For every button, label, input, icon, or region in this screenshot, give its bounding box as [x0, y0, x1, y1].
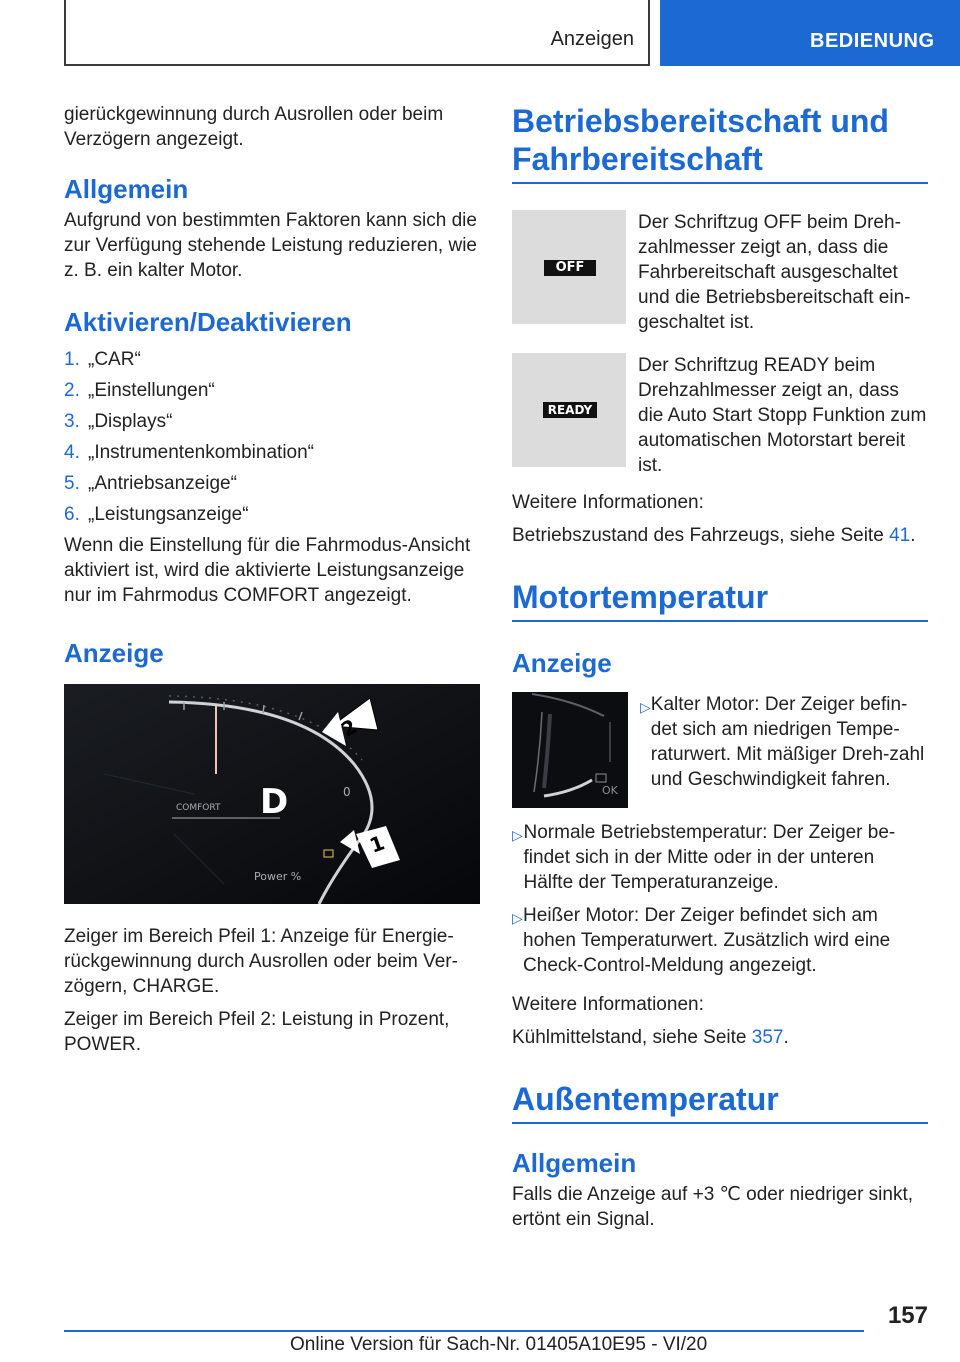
anzeige-heading: Anzeige — [64, 638, 164, 668]
motor-heading: Motortemperatur — [512, 578, 928, 622]
footer-version-text: Online Version für Sach-Nr. 01405A10E95 - VI/20 — [290, 1334, 708, 1355]
ready-badge: READY — [543, 402, 597, 418]
page-number: 157 — [887, 1302, 928, 1329]
list-item — [640, 692, 928, 792]
page-link-357[interactable]: 357 — [751, 1027, 784, 1048]
allgemein-text: Aufgrund von bestimmten Faktoren kann sich die zur Verfügung stehende Leistung reduzieren, wie z. B. ein kalter Motor. — [64, 210, 477, 281]
ref-text: Kühlmittelstand, siehe Seite — [512, 1027, 752, 1048]
list-item — [64, 347, 480, 372]
step-number: 2. — [64, 380, 80, 401]
cold-motor-row — [512, 692, 928, 808]
step-number: 6. — [64, 504, 80, 525]
page-link-41[interactable]: 41 — [889, 525, 911, 546]
step-text: „Antriebsanzeige“ — [88, 473, 237, 494]
bullet-text: Heißer Motor: Der Zeiger befindet sich am hohen Temperaturwert. Zusätzlich wird eine Check-Control-Meldung angezeigt. — [523, 905, 891, 976]
temperature-list — [512, 820, 928, 978]
figure-label-comfort: COMFORT — [176, 803, 221, 813]
triangle-bullet-icon: ▷ — [640, 699, 651, 715]
arrow-1-label: 1 — [366, 830, 388, 858]
ready-text: Der Schriftzug READY beim Drehzahlmesser zeigt an, dass die Auto Start Stopp Funktion zum automatischen Motorstart bereit ist. — [638, 355, 927, 476]
header-chapter-title: BEDIENUNG — [810, 30, 935, 52]
bullet-text: Normale Betriebstemperatur: Der Zeiger be-findet sich in der Mitte oder in der unteren Hälfte der Temperaturanzeige. — [523, 822, 896, 893]
aussen-allgemein-heading: Allgemein — [512, 1148, 637, 1178]
header-chapter-tab — [660, 0, 960, 66]
ref-suffix: . — [910, 525, 916, 546]
aussen-heading: Außentemperatur — [512, 1080, 928, 1124]
steps-note: Wenn die Einstellung für die Fahrmodus-Ansicht aktiviert ist, wird die aktivierte Leistungsanzeige nur im Fahrmodus COMFORT angezeigt. — [64, 535, 471, 606]
header-section-box — [64, 0, 650, 66]
aktivieren-heading: Aktivieren/Deaktivieren — [64, 307, 352, 337]
bullet-text: Kalter Motor: Der Zeiger befin-det sich am niedrigen Tempe-raturwert. Mit mäßiger Dreh-zahl und Geschwindigkeit fahren. — [650, 694, 925, 790]
step-number: 1. — [64, 349, 80, 370]
footer-divider — [64, 1330, 864, 1332]
list-item — [512, 903, 928, 978]
figure-label-zero: 0 — [343, 785, 351, 799]
steps-list — [64, 347, 480, 527]
more-info-ref-2 — [512, 1025, 928, 1050]
step-number: 5. — [64, 473, 80, 494]
power-display-figure — [64, 684, 480, 904]
step-number: 3. — [64, 411, 80, 432]
off-badge: OFF — [544, 260, 596, 276]
figure-label-gear: D — [260, 782, 289, 822]
allgemein-heading: Allgemein — [64, 174, 189, 204]
motor-anzeige-heading: Anzeige — [512, 648, 612, 678]
betrieb-heading: Betriebsbereitschaft und Fahrbereitschaft — [512, 102, 928, 184]
list-item — [64, 378, 480, 403]
ready-row — [512, 353, 928, 478]
step-text: „Leistungsanzeige“ — [88, 504, 249, 525]
more-info-label-1: Weitere Informationen: — [512, 492, 704, 513]
cold-motor-list — [640, 692, 928, 808]
caption-arrow-1: Zeiger im Bereich Pfeil 1: Anzeige für Energie-rückgewinnung durch Ausrollen oder beim Ver-zögern, CHARGE. — [64, 926, 458, 997]
off-row — [512, 210, 928, 335]
step-text: „Instrumentenkombination“ — [88, 442, 314, 463]
more-info-label-2: Weitere Informationen: — [512, 994, 704, 1015]
aussen-text: Falls die Anzeige auf +3 ℃ oder niedriger sinkt, ertönt ein Signal. — [512, 1184, 914, 1230]
temp-ok-label: OK — [602, 784, 618, 797]
arrow-2-label: 2 — [336, 714, 361, 742]
list-item — [512, 820, 928, 895]
off-figure — [512, 210, 626, 324]
list-item — [64, 440, 480, 465]
caption-arrow-2: Zeiger im Bereich Pfeil 2: Leistung in Prozent, POWER. — [64, 1009, 450, 1055]
figure-label-power: Power % — [254, 870, 302, 883]
ready-figure — [512, 353, 626, 467]
list-item — [64, 409, 480, 434]
temp-gauge-figure — [512, 692, 628, 808]
triangle-bullet-icon: ▷ — [512, 827, 523, 843]
list-item — [64, 471, 480, 496]
list-item — [64, 502, 480, 527]
left-column — [64, 102, 480, 1057]
step-text: „Einstellungen“ — [88, 380, 215, 401]
off-text: Der Schriftzug OFF beim Dreh-zahlmesser zeigt an, dass die Fahrbereitschaft ausgeschaltet und die Betriebsbereitschaft ein-geschaltet ist. — [638, 212, 911, 333]
more-info-ref-1 — [512, 523, 928, 548]
ref-suffix: . — [783, 1027, 789, 1048]
header-section-title: Anzeigen — [550, 28, 634, 50]
triangle-bullet-icon: ▷ — [512, 910, 523, 926]
right-column — [512, 102, 928, 1232]
ref-text: Betriebszustand des Fahrzeugs, siehe Seite — [512, 525, 890, 546]
step-number: 4. — [64, 442, 80, 463]
step-text: „CAR“ — [88, 349, 141, 370]
step-text: „Displays“ — [88, 411, 173, 432]
intro-text: gierückgewinnung durch Ausrollen oder beim Verzögern angezeigt. — [64, 104, 444, 150]
